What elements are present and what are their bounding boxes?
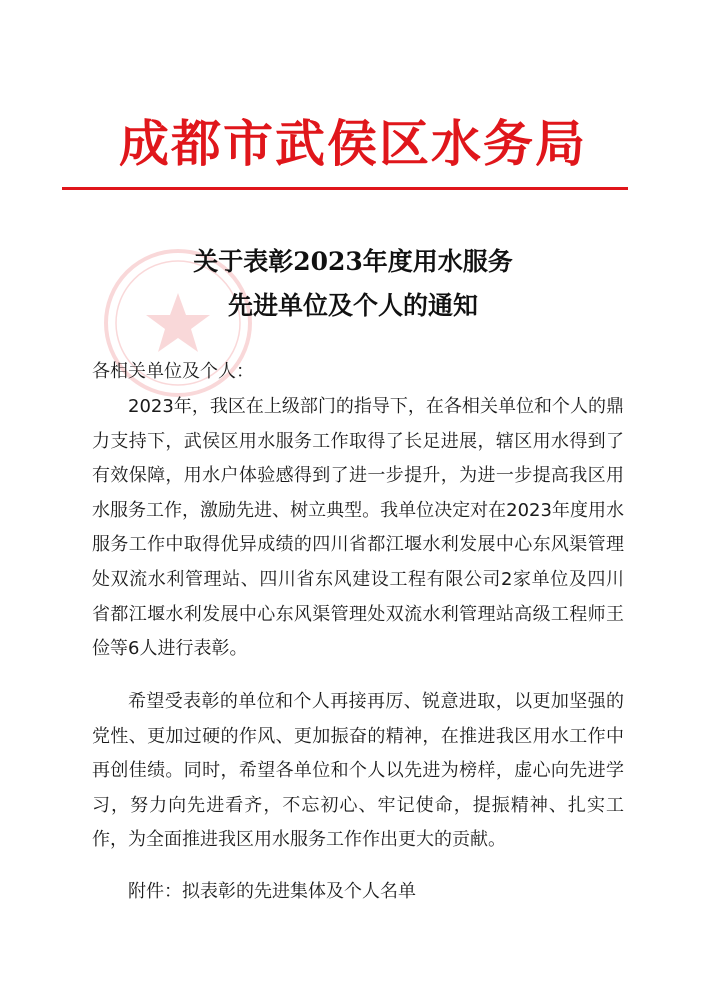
header-red-rule — [62, 187, 628, 190]
document-title-line-2: 先进单位及个人的通知 — [227, 291, 478, 320]
document-title — [0, 240, 706, 328]
body-paragraph-1: 2023年，我区在上级部门的指导下，在各相关单位和个人的鼎力支持下，武侯区用水服务工作取得了长足进展，辖区用水得到了有效保障，用水户体验感得到了进一步提升，为进一步提高我区用水服务工作，激励先进、树立典型。我单位决定对在2023年度用水服务工作中取得优异成绩的四川省都江堰水利发展中心东风渠管理处双流水利管理站、四川省东风建设工程有限公司2家单位及四川省都江堰水利发展中心东风渠管理处双流水利管理站高级工程师王俭等6人进行表彰。 — [92, 396, 624, 660]
attachment-note: 附件：拟表彰的先进集体及个人名单 — [128, 881, 416, 902]
body-paragraph-2: 希望受表彰的单位和个人再接再厉、锐意进取，以更加坚强的党性、更加过硬的作风、更加振奋的精神，在推进我区用水工作中再创佳绩。同时，希望各单位和个人以先进为榜样，虚心向先进学习，努力向先进看齐，不忘初心、牢记使命，提振精神、扎实工作，为全面推进我区用水服务工作作出更大的贡献。 — [92, 691, 624, 851]
salutation: 各相关单位及个人： — [92, 361, 254, 382]
issuing-authority-header: 成都市武侯区水务局 — [119, 114, 587, 173]
document-title-line-1: 关于表彰2023年度用水服务 — [193, 247, 513, 276]
